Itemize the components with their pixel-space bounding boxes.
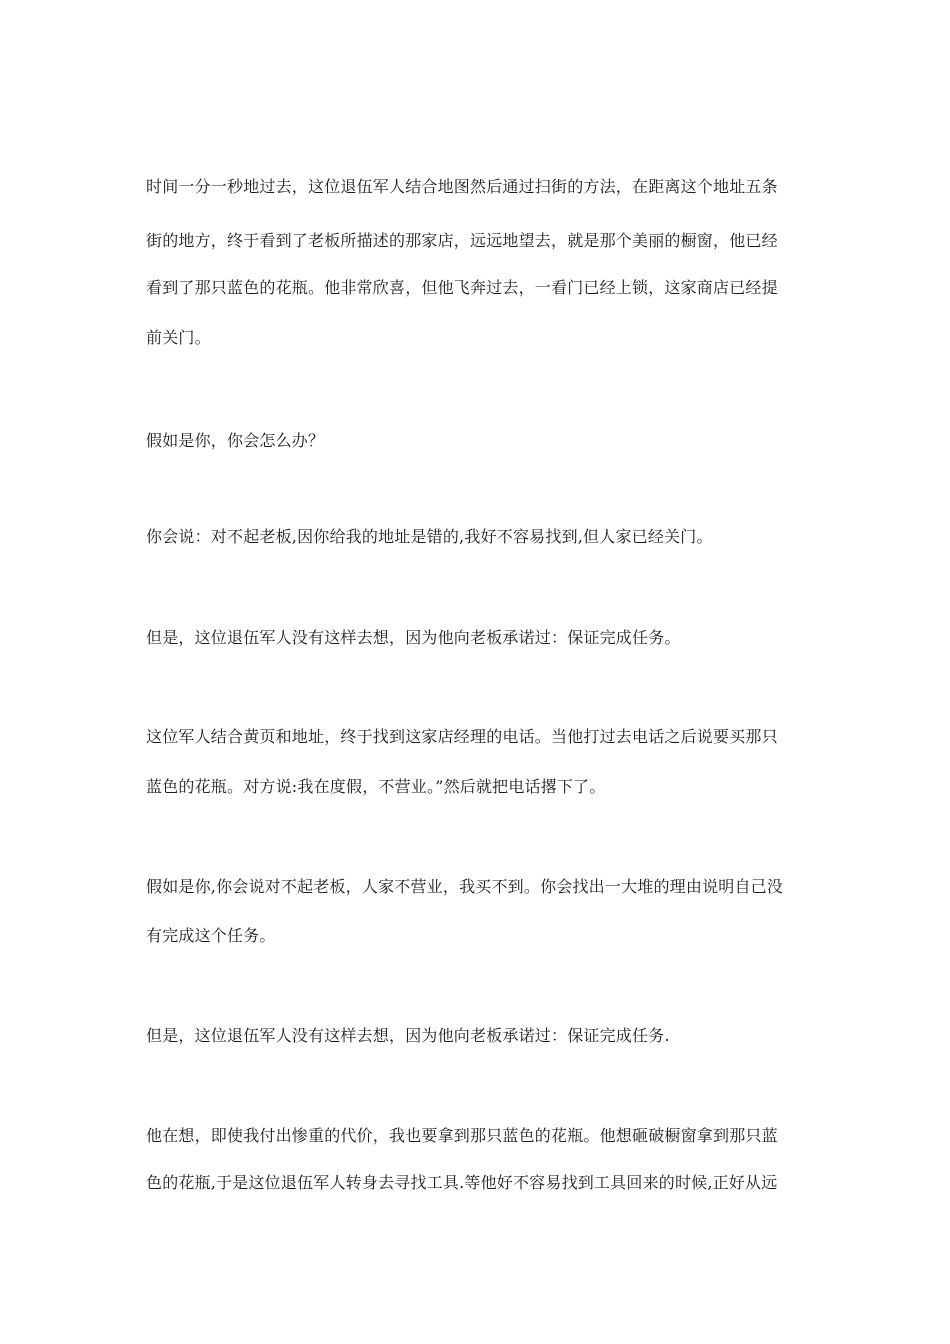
text-line: 有完成这个任务。 xyxy=(146,926,276,945)
text-line: 你会说：对不起老板,因你给我的地址是错的,我好不容易找到,但人家已经关门。 xyxy=(146,527,713,546)
text-line: 蓝色的花瓶。对方说:我在度假，不营业。”然后就把电话撂下了。 xyxy=(146,777,606,796)
text-line: 假如是你，你会怎么办？ xyxy=(146,431,325,450)
text-line: 但是，这位退伍军人没有这样去想，因为他向老板承诺过：保证完成任务。 xyxy=(146,628,681,647)
text-line: 色的花瓶,于是这位退伍军人转身去寻找工具.等他好不容易找到工具回来的时候,正好从远 xyxy=(146,1173,778,1192)
text-line: 假如是你,你会说对不起老板，人家不营业，我买不到。你会找出一大堆的理由说明自己没 xyxy=(146,877,784,896)
text-line: 但是，这位退伍军人没有这样去想，因为他向老板承诺过：保证完成任务. xyxy=(146,1026,670,1045)
text-line: 前关门。 xyxy=(146,328,211,347)
text-line: 时间一分一秒地过去，这位退伍军人结合地图然后通过扫街的方法，在距离这个地址五条 xyxy=(146,177,778,196)
text-line: 街的地方，终于看到了老板所描述的那家店，远远地望去，就是那个美丽的橱窗，他已经 xyxy=(146,231,778,250)
text-line: 他在想，即使我付出惨重的代价，我也要拿到那只蓝色的花瓶。他想砸破橱窗拿到那只蓝 xyxy=(146,1126,778,1145)
text-line: 这位军人结合黄页和地址，终于找到这家店经理的电话。当他打过去电话之后说要买那只 xyxy=(146,727,778,746)
text-line: 看到了那只蓝色的花瓶。他非常欣喜，但他飞奔过去，一看门已经上锁，这家商店已经提 xyxy=(146,278,778,297)
